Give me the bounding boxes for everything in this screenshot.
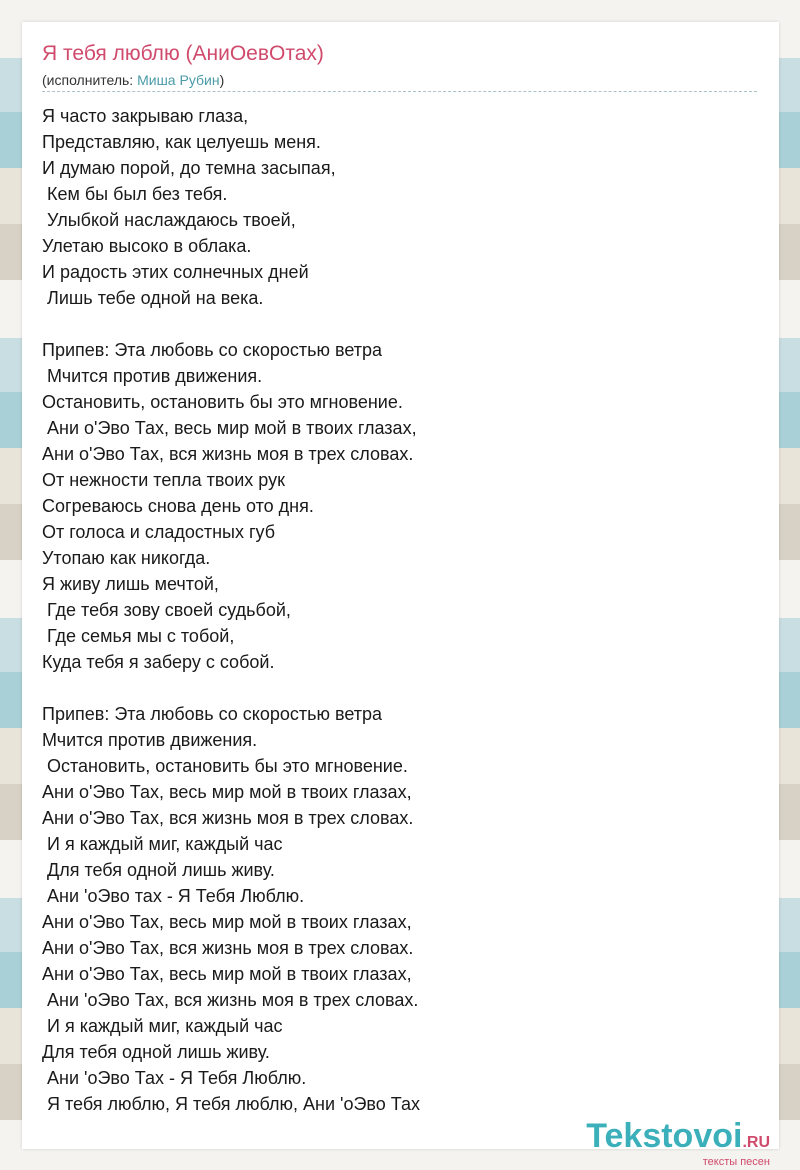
lyrics-line: От голоса и сладостных губ: [42, 522, 276, 542]
lyrics-line: Я живу лишь мечтой,: [42, 574, 219, 594]
lyrics-line: Остановить, остановить бы это мгновение.: [42, 392, 403, 412]
lyrics-line: И думаю порой, до темна засыпая,: [42, 158, 336, 178]
lyrics-line: Кем бы был без тебя.: [42, 184, 228, 204]
lyrics-line: Ани 'оЭво Тах - Я Тебя Люблю.: [42, 1068, 307, 1088]
lyrics-line: Улетаю высоко в облака.: [42, 236, 252, 256]
lyrics-text: [42, 103, 420, 1117]
lyrics-line: Ани о'Эво Тах, весь мир мой в твоих глазах,: [42, 418, 417, 438]
lyrics-line: Ани о'Эво Тах, весь мир мой в твоих глазах,: [42, 912, 412, 932]
lyrics-line: И я каждый миг, каждый час: [42, 1016, 283, 1036]
lyrics-card: [22, 22, 779, 1149]
lyrics-line: Ани о'Эво Тах, вся жизнь моя в трех словах.: [42, 444, 414, 464]
lyrics-line: Улыбкой наслаждаюсь твоей,: [42, 210, 296, 230]
site-logo[interactable]: [586, 1117, 770, 1156]
artist-link[interactable]: Миша Рубин: [137, 72, 220, 88]
performer-suffix: ): [219, 72, 225, 88]
lyrics-line: Где семья мы с тобой,: [42, 626, 235, 646]
lyrics-line: От нежности тепла твоих рук: [42, 470, 285, 490]
lyrics-line: Для тебя одной лишь живу.: [42, 860, 275, 880]
lyrics-line: Я тебя люблю, Я тебя люблю, Ани 'оЭво Тах: [42, 1094, 420, 1114]
lyrics-line: Мчится против движения.: [42, 730, 258, 750]
logo-name: Tekstovoi: [586, 1117, 743, 1155]
lyrics-line: Ани 'оЭво Тах, вся жизнь моя в трех словах.: [42, 990, 419, 1010]
lyrics-line: И радость этих солнечных дней: [42, 262, 309, 282]
lyrics-line: Ани о'Эво Тах, весь мир мой в твоих глазах,: [42, 782, 412, 802]
lyrics-line: Для тебя одной лишь живу.: [42, 1042, 270, 1062]
lyrics-line: Остановить, остановить бы это мгновение.: [42, 756, 408, 776]
song-title: Я тебя люблю (АниОевОтах): [42, 42, 324, 65]
lyrics-line: Утопаю как никогда.: [42, 548, 211, 568]
lyrics-line: Ани 'оЭво тах - Я Тебя Люблю.: [42, 886, 305, 906]
lyrics-line: Припев: Эта любовь со скоростью ветра: [42, 340, 383, 360]
lyrics-line: Припев: Эта любовь со скоростью ветра: [42, 704, 383, 724]
lyrics-line: И я каждый миг, каждый час: [42, 834, 283, 854]
lyrics-line: Где тебя зову своей судьбой,: [42, 600, 291, 620]
lyrics-line: Согреваюсь снова день ото дня.: [42, 496, 314, 516]
lyrics-line: Я часто закрываю глаза,: [42, 106, 249, 126]
performer-prefix: (исполнитель:: [42, 72, 138, 88]
lyrics-line: Ани о'Эво Тах, весь мир мой в твоих глазах,: [42, 964, 412, 984]
lyrics-line: Куда тебя я заберу с собой.: [42, 652, 275, 672]
logo-tld: .RU: [742, 1134, 770, 1151]
lyrics-line: Лишь тебе одной на века.: [42, 288, 264, 308]
performer-line: [42, 72, 757, 92]
lyrics-line: Ани о'Эво Тах, вся жизнь моя в трех словах.: [42, 938, 414, 958]
lyrics-line: Мчится против движения.: [42, 366, 263, 386]
logo-tagline: тексты песен: [702, 1156, 770, 1168]
lyrics-line: Ани о'Эво Тах, вся жизнь моя в трех словах.: [42, 808, 414, 828]
lyrics-line: Представляю, как целуешь меня.: [42, 132, 321, 152]
